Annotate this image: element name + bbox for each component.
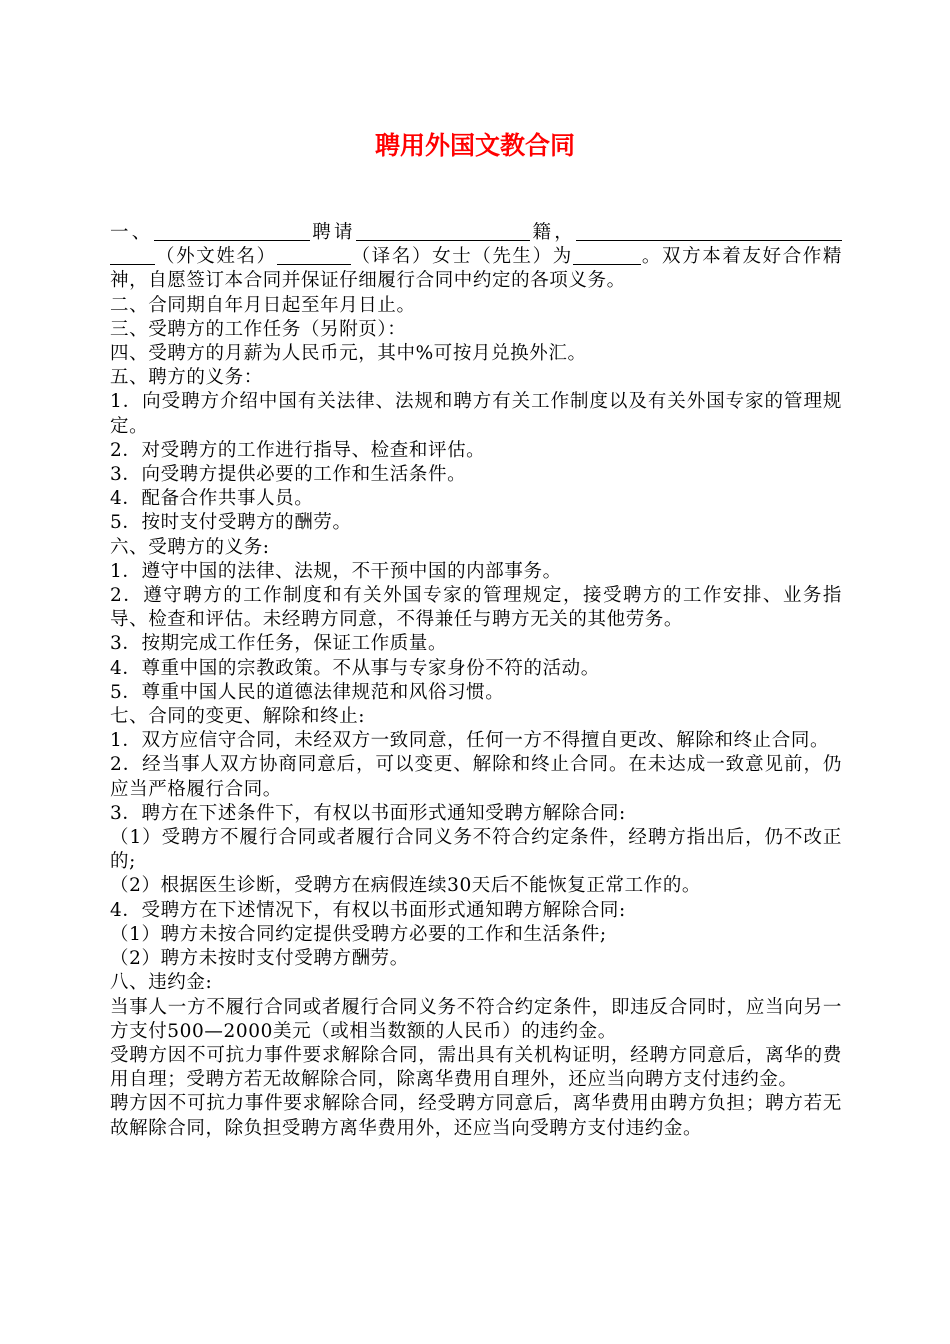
paragraph: 2．经当事人双方协商同意后，可以变更、解除和终止合同。在未达成一致意见前，仍应当严格履行合同。 [110,754,842,800]
paragraph: 3．按期完成工作任务，保证工作质量。 [110,633,448,655]
paragraph: 八、违约金: [110,972,213,994]
paragraph: 聘方因不可抗力事件要求解除合同，经受聘方同意后，离华费用由聘方负担；聘方若无故解除合同，除负担受聘方离华费用外，还应当向受聘方支付违约金。 [110,1093,842,1139]
paragraph: 5．尊重中国人民的道德法律规范和风俗习惯。 [110,681,505,703]
blank-field [277,245,351,265]
paragraph: 4．受聘方在下述情况下，有权以书面形式通知聘方解除合同: [110,899,626,921]
blank-field [356,221,530,241]
paragraph: 1．双方应信守合同，未经双方一致同意，任何一方不得擅自更改、解除和终止合同。 [110,730,830,752]
paragraph: （1）聘方未按合同约定提供受聘方必要的工作和生活条件; [110,923,607,945]
paragraph: 3．向受聘方提供必要的工作和生活条件。 [110,464,467,486]
paragraph: 三、受聘方的工作任务（另附页）： [110,318,407,340]
blank-field [576,221,842,241]
blank-field [154,221,310,241]
paragraph: 当事人一方不履行合同或者履行合同义务不符合约定条件，即违反合同时，应当向另一方支付500—2000美元（或相当数额的人民币）的违约金。 [110,996,842,1042]
document-body [110,221,842,1141]
clause-list [110,294,842,1141]
paragraph: 七、合同的变更、解除和终止: [110,706,366,728]
paragraph: 四、受聘方的月薪为人民币元，其中%可按月兑换外汇。 [110,343,587,365]
clause-1: 一、 聘请 籍，（外文姓名） （译名）女士（先生）为 。双方本着友好合作精神，自愿签订本合同并保证仔细履行合同中约定的各项义务。 [110,222,842,292]
paragraph: 二、合同期自年月日起至年月日止。 [110,294,416,316]
paragraph: （1）受聘方不履行合同或者履行合同义务不符合约定条件，经聘方指出后，仍不改正的; [110,827,842,873]
paragraph: 1．向受聘方介绍中国有关法律、法规和聘方有关工作制度以及有关外国专家的管理规定。 [110,391,842,437]
paragraph: 2．对受聘方的工作进行指导、检查和评估。 [110,439,486,461]
blank-field [573,245,641,265]
paragraph: 2．遵守聘方的工作制度和有关外国专家的管理规定，接受聘方的工作安排、业务指导、检查和评估。未经聘方同意，不得兼任与聘方无关的其他劳务。 [110,585,842,631]
paragraph: 六、受聘方的义务: [110,536,270,558]
paragraph: 3．聘方在下述条件下，有权以书面形式通知受聘方解除合同: [110,802,626,824]
clause-1-number: 一、 [110,222,154,243]
paragraph: 1．遵守中国的法律、法规，不干预中国的内部事务。 [110,560,562,582]
paragraph: 4．配备合作共事人员。 [110,488,314,510]
paragraph: 五、聘方的义务： [110,367,263,389]
paragraph: （2）根据医生诊断，受聘方在病假连续30天后不能恢复正常工作的。 [110,875,702,897]
blank-field [110,245,155,265]
paragraph: （2）聘方未按时支付受聘方酬劳。 [110,948,409,970]
paragraph: 4．尊重中国的宗教政策。不从事与专家身份不符的活动。 [110,657,600,679]
document-title: 聘用外国文教合同 [374,131,575,160]
paragraph: 受聘方因不可抗力事件要求解除合同，需出具有关机构证明，经聘方同意后，离华的费用自理；受聘方若无故解除合同，除离华费用自理外，还应当向聘方支付违约金。 [110,1044,842,1091]
paragraph: 5．按时支付受聘方的酬劳。 [110,512,352,534]
